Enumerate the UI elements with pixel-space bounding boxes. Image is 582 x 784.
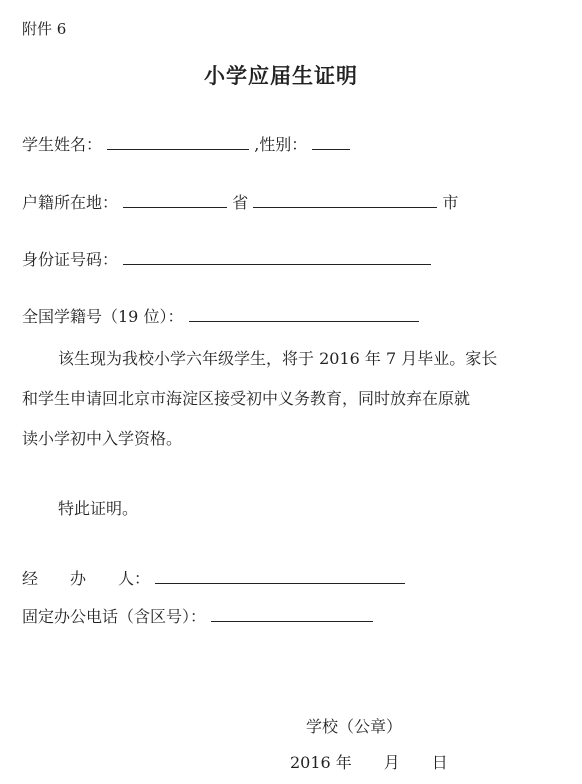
hukou-row [22, 190, 458, 213]
student-name-label: 学生姓名： [22, 135, 103, 154]
id-row [22, 247, 431, 270]
statement-line-2: 和学生申请回北京市海淀区接受初中义务教育，同时放弃在原就 [22, 389, 471, 408]
handler-field[interactable] [155, 582, 405, 584]
gender-label: ,性别： [254, 135, 308, 154]
student-name-field[interactable] [107, 148, 249, 150]
phone-row [22, 604, 373, 627]
attachment-label: 附件 6 [22, 20, 67, 38]
student-id-field[interactable] [189, 320, 419, 322]
city-suffix: 市 [442, 193, 459, 212]
province-field[interactable] [123, 206, 227, 208]
page-title: 小学应届生证明 [204, 63, 358, 88]
handler-label: 经 办 人： [22, 569, 151, 588]
statement-line-1: 该生现为我校小学六年级学生，将于 2016 年 7 月毕业。家长 [58, 349, 498, 368]
phone-label: 固定办公电话（含区号）： [22, 607, 207, 626]
school-seal: 学校（公章） [306, 717, 403, 736]
student-id-label: 全国学籍号（19 位）： [22, 307, 184, 326]
statement-line-3: 读小学初中入学资格。 [22, 429, 183, 448]
province-suffix: 省 [232, 193, 249, 212]
phone-field[interactable] [211, 620, 373, 622]
id-field[interactable] [123, 263, 431, 265]
id-label: 身份证号码： [22, 250, 119, 269]
date-line: 2016 年 月 日 [290, 753, 448, 772]
handler-row [22, 566, 405, 589]
hukou-label: 户籍所在地： [22, 193, 119, 212]
certify-text: 特此证明。 [58, 499, 139, 518]
gender-field[interactable] [312, 148, 350, 150]
city-field[interactable] [253, 206, 437, 208]
student-id-row [22, 304, 419, 327]
student-name-row [22, 132, 350, 155]
